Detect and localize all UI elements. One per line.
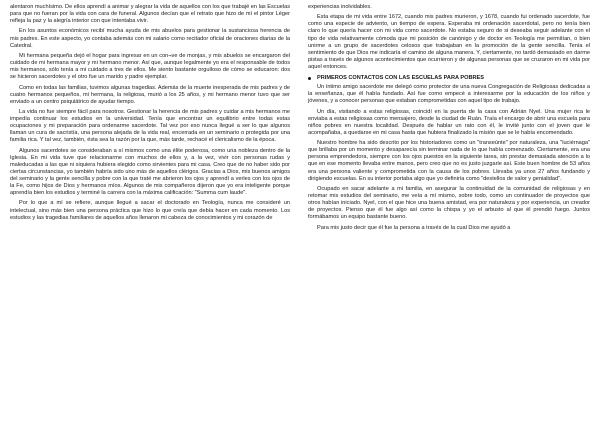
paragraph: La vida no fue siempre fácil para nosotros. Gestionar la herencia de mis padres y cuidar a mis hermanos me impedía continuar los estudios en la universidad. Tenía que encontrar un equilibrio entre todas estas ocupaciones y mi preparación para ordenarme sacerdote. Tal vez por eso nunca llegué a ser lo que algunos llaman un cura de sacristía, una persona alejada de la vida real, encerrada en un seminario o protegida por una familia rica. Y tal vez, también, ésta sea la razón por la que, más tarde, rechacé el clericalismo de la época. [10, 108, 290, 144]
paragraph: Un día, visitando a estas religiosas, coincidí en la puerta de la casa con Adrián Nyel. Una mujer rica le enviaba a estas religiosas como mensajero, desde la ciudad de Ruán. Traía el encargo de abrir una escuela para niños pobres en nuestra localidad. Después de hablar un rato con él, le invité junto con el joven que le acompañaba, a quedarse en mi casa hasta que hubiera finalizado la misión que se le había encomendado. [308, 108, 590, 136]
paragraph: Ocupado en sacar adelante a mi familia, en asegurar la continuidad de la comunidad de religiosas y en retomar mis estudios del seminario, me veía a mí mismo, sobre todo, como un continuador de proyectos que otros habían iniciado. Nyel, con el que hice una buena amistad, era por naturaleza y por experiencia, un creador de proyectos. Pienso que él fue algo así como la chispa y yo el arbusto al que él prendió fuego. Juntos formábamos un equipo bastante bueno. [308, 185, 590, 221]
paragraph: Algunos sacerdotes se consideraban a sí mismos como una élite poderosa, como una nobleza dentro de la Iglesia. En mi vida tuve que relacionarme con muchos de ellos y, a la vez, vivir con personas rudas y maleducadas a las que ni siquiera hubiera elegido como sirvientes para mi casa. Creo que de no haber sido por ciertas circunstancias, yo también habría sido uno más de aquellos clérigos. Gracias a Dios, mis buenos amigos del seminario y la gente sencilla y pobre con la que traté me abrieron los ojos y aprendí a verles con los ojos de la Fe, como hijos de Dios y hermanos míos. Algunos de mis compañeros dijeron que yo era inteligente porque aprendía bien los estudios y terminé la carrera con la máxima calificación: "Summa cum laude". [10, 147, 290, 197]
section-heading [308, 75, 590, 82]
bullet-icon [308, 77, 311, 80]
paragraph: Esta etapa de mi vida entre 1672, cuando mis padres murieron, y 1678, cuando fui ordenado sacerdote, fue como una especie de adviento, un tiempo de espera. Esperaba mi ordenación sacerdotal, pero no tenía bien claro lo que quería hacer con mi vida como sacerdote. No estaba seguro de si deseaba seguir adelante con el tipo de vida relativamente cómoda que mi posición de canónigo y de doctor en Teología me permitían, o bien unirme a un grupo de sacerdotes celosos que trabajaban en la promoción de la gente sencilla. Tenía el sentimiento de que Dios me indicaría el camino de alguna manera. Y, ciertamente, no tardó demasiado en darme pistas a través de algunos acontecimientos que ocurrieron y de algunas personas que se cruzaron en mi vida por aquel entonces. [308, 14, 590, 70]
paragraph: Un íntimo amigo sacerdote me delegó como protector de una nueva Congregación de Religiosas dedicadas a la enseñanza, que él había fundado. Así fue como empecé a interesarme por la educación de los niños y jóvenes, y a conocer personas que estaban comprometidas con aquel tipo de trabajo. [308, 84, 590, 105]
paragraph: Como en todas las familias, tuvimos algunas tragedias. Además de la muerte inesperada de mis padres y de cuatro hermanos pequeños, mi hermana, la religiosa, murió a los 25 años, y mi hermano menor tuvo que ser enviado a un centro psiquiátrico de ayudar tiempo. [10, 84, 290, 105]
paragraph: Nuestro hombre ha sido descrito por los historiadores como un "transeúnte" por naturaleza, una "luciérnaga" que brillaba por un momento y desaparecía sin terminar nada de lo que había comenzado. Ciertamente, era una persona emprendedora, siempre con los ojos puestos en la siguiente tarea, sin prestar demasiada atención a lo que en ese momento llevaba entre manos, pero creo que no es justo juzgarle así. Este buen hombre de 53 años era una persona valiente y comprometida con la causa de los pobres. Llevaba ya unos 27 años fundando y dirigiendo escuelas. En su interior portaba algo que yo definiría como "destellos de valor y genialidad". [308, 140, 590, 182]
paragraph: Por lo que a mí se refiere, aunque llegué a sacar el doctorado en Teología, nunca me consideré un intelectual, sino más bien una persona práctica que hizo lo que creía que debía hacer en cada momento. Los estudios y las tragedias familiares de aquellos años llenaron mi cabeza de conocimientos y mi corazón de [10, 200, 290, 221]
left-column [10, 4, 290, 225]
paragraph: Mi hermana pequeña dejó el hogar para ingresar en un con¬ve de monjas, y mis abuelos se encargaron del cuidado de mi hermana mayor y mi hermano menor. Así que, aunque legalmente yo era el responsable de todos mis hermanos, sólo tenía a mi cuidado a tres de ellos. Me siento bastante orgulloso de cómo se educaron: dos se hicieron sacerdotes y el otro fue un marido y padre ejemplar. [10, 52, 290, 81]
right-column [308, 4, 590, 235]
section-heading-text: PRIMEROS CONTACTOS CON LAS ESCUELAS PARA POBRES [317, 75, 484, 82]
paragraph: alentaron muchísimo. De ellos aprendí a animar y alegrar la vida de aquellos con los que trabajé en las Escuelas para que no fueran por la vida con cara de funeral. Algunos decían que el retrato que hizo de mí el pintor Léger refleja la paz y la alegría interior con que intentaba vivir. [10, 4, 290, 25]
paragraph: En los asuntos económicos recibí mucha ayuda de mis abuelos para gestionar la sustanciosa herencia de mis padres. En este aspecto, yo contaba además con mi salario como recitador oficial de oraciones diarias de la Catedral. [10, 28, 290, 49]
paragraph: experiencias inolvidables. [308, 4, 372, 10]
paragraph: Para mis justo decir que él fue la persona a través de la cual Dios me ayudó a [317, 224, 511, 231]
